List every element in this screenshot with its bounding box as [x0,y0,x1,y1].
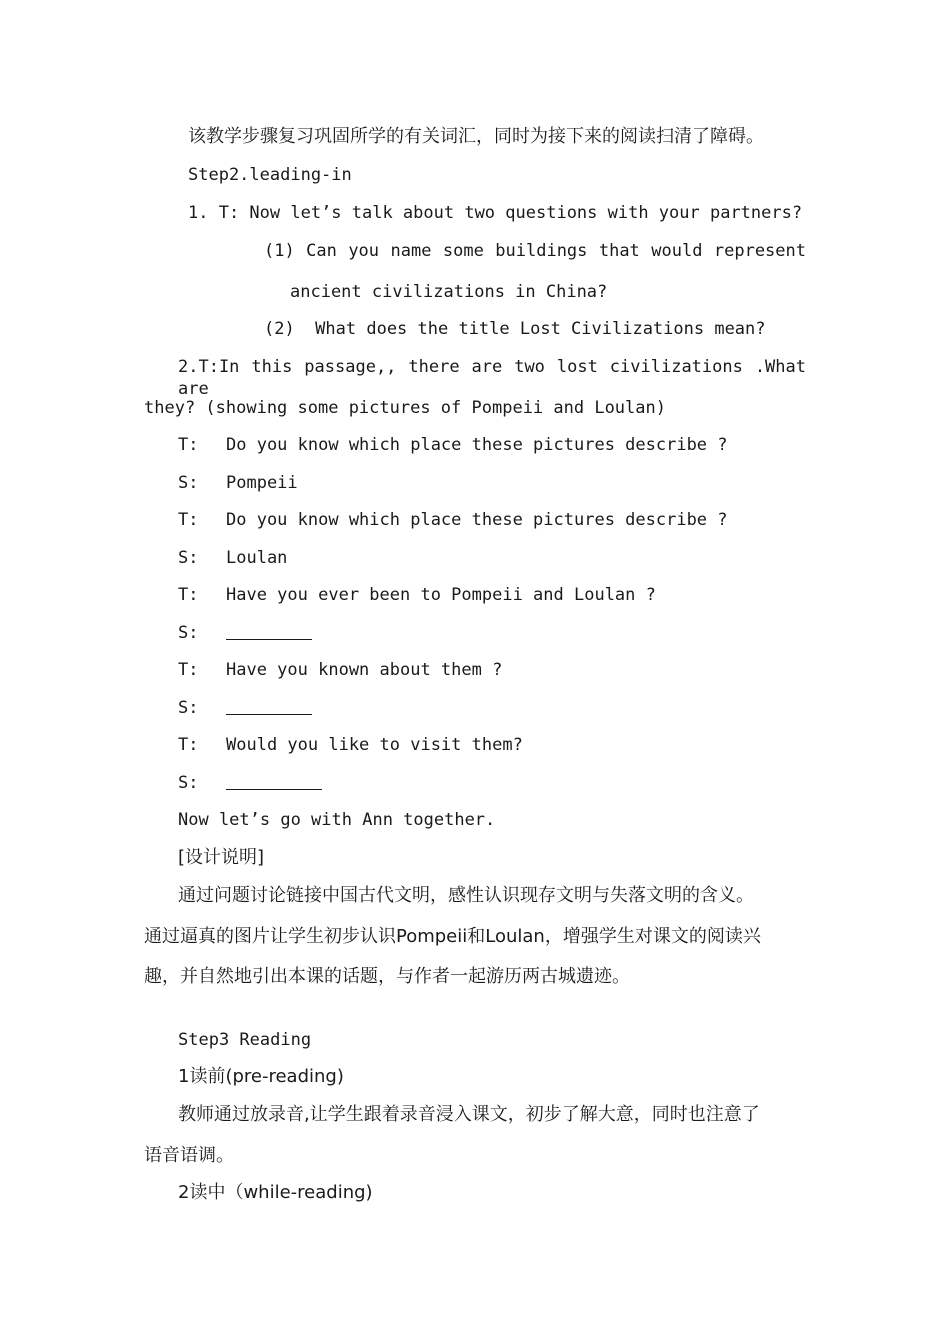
dialogue-line: Loulan [226,548,288,568]
pre-reading-line-2: 语音语调。 [144,1145,234,1166]
dialogue-speaker: S: [178,773,199,793]
pre-reading-heading: 1读前(pre-reading) [178,1066,344,1087]
question-2: (2) What does the title Lost Civilizations mean? [264,319,766,339]
dialogue-line: Pompeii [226,473,298,493]
dialogue-line: Have you known about them ? [226,660,503,680]
passage-question-line-2: they? (showing some pictures of Pompeii and Loulan) [144,398,666,418]
question-intro: 1. T: Now let’s talk about two questions with your partners? [188,203,803,223]
paragraph-step-note: 该教学步骤复习巩固所学的有关词汇，同时为接下来的阅读扫清了障碍。 [188,126,764,147]
question-1-line-2: ancient civilizations in China? [290,282,608,302]
design-note-line-2: 通过逼真的图片让学生初步认识Pompeii和Loulan，增强学生对课文的阅读兴 [144,926,761,947]
dialogue-speaker: T: [178,510,199,530]
dialogue-speaker: S: [178,473,199,493]
heading-step3: Step3 Reading [178,1030,312,1050]
dialogue-speaker: T: [178,585,199,605]
design-note-heading: [设计说明] [178,847,265,868]
passage-question-line-1: 2.T:In this passage,, there are two lost civilizations .What are [178,357,806,399]
design-note-line-1: 通过问题讨论链接中国古代文明，感性认识现存文明与失落文明的含义。 [178,885,754,906]
answer-blank [226,714,312,715]
question-1-line-1: (1) Can you name some buildings that would represent [264,241,806,261]
dialogue-line: Would you like to visit them? [226,735,523,755]
answer-blank [226,639,312,640]
dialogue-speaker: T: [178,435,199,455]
design-note-line-3: 趣，并自然地引出本课的话题，与作者一起游历两古城遗迹。 [144,966,630,987]
dialogue-line: Do you know which place these pictures describe ? [226,435,728,455]
answer-blank [226,789,322,790]
dialogue-speaker: T: [178,735,199,755]
dialogue-speaker: S: [178,548,199,568]
dialogue-line: Have you ever been to Pompeii and Loulan ? [226,585,656,605]
dialogue-speaker: S: [178,698,199,718]
heading-step2: Step2.leading-in [188,165,352,185]
dialogue-speaker: S: [178,623,199,643]
while-reading-heading: 2读中（while-reading) [178,1182,373,1203]
dialogue-speaker: T: [178,660,199,680]
transition-line: Now let’s go with Ann together. [178,810,496,830]
pre-reading-line-1: 教师通过放录音,让学生跟着录音浸入课文，初步了解大意，同时也注意了 [178,1104,760,1125]
dialogue-line: Do you know which place these pictures describe ? [226,510,728,530]
